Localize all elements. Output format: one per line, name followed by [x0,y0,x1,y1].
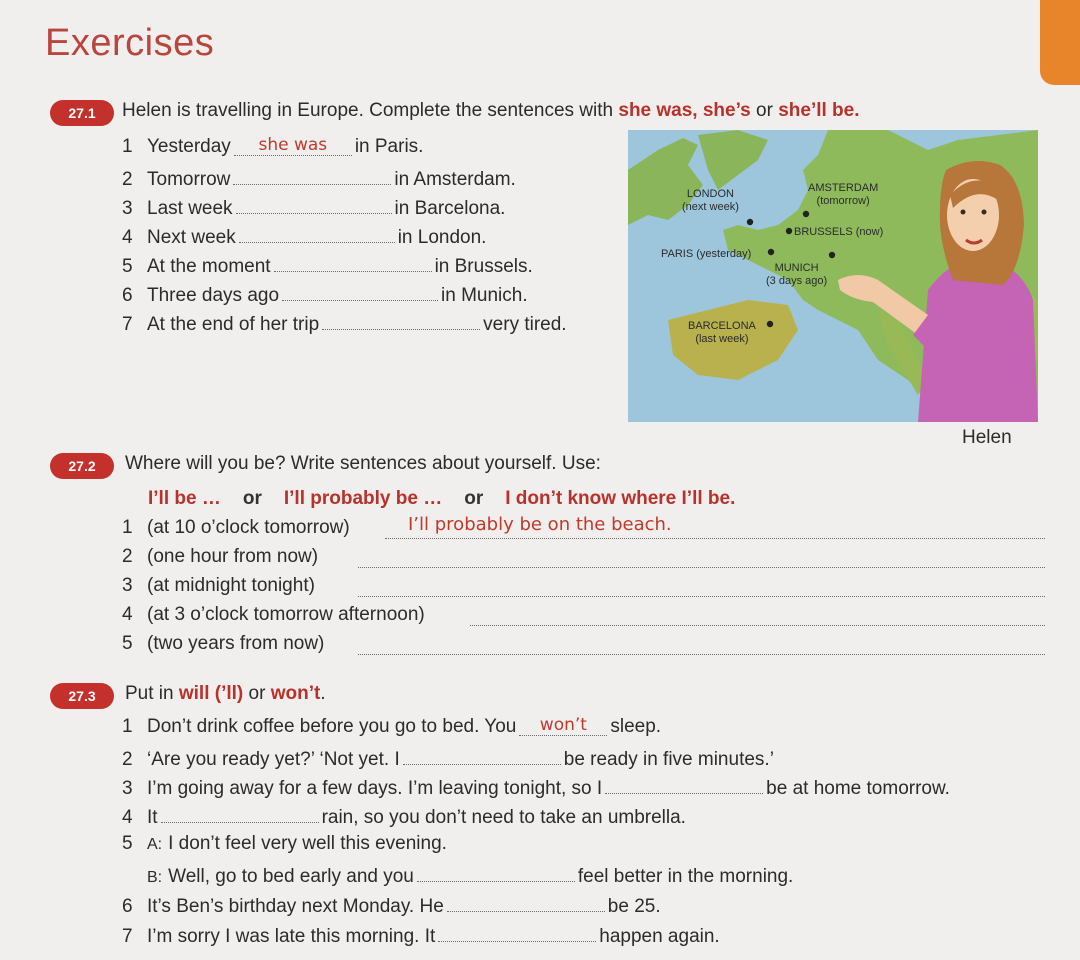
item-text: Tomorrow [147,169,231,190]
phrase-option: I’ll be … [148,488,221,509]
item-text: be at home tomorrow. [766,778,950,799]
instruction-or: or [243,683,271,704]
europe-map-illustration [628,130,1038,422]
item-text: (at 10 o’clock tomorrow) [147,517,350,538]
item-text: I’m sorry I was late this morning. It [147,926,436,947]
exercise-item [122,575,315,597]
item-text: in Barcelona. [394,198,506,219]
item-text: It [147,807,158,828]
item-text: in Brussels. [434,256,533,277]
item-text: happen again. [599,926,720,947]
item-text: rain, so you don’t need to take an umbrella. [321,807,686,828]
phrase-options [148,488,735,510]
answer-line[interactable] [358,653,1045,655]
exercise-item [122,136,423,158]
instruction-text: . [320,683,326,704]
item-text: Last week [147,198,233,219]
answer-blank[interactable] [161,803,319,823]
item-number: 2 [122,169,133,190]
item-number: 3 [122,198,133,219]
exercise-badge-27-1: 27.1 [50,100,114,126]
map-label-amsterdam: AMSTERDAM (tomorrow) [808,182,879,207]
item-number: 7 [122,926,133,947]
answer-blank[interactable] [274,252,432,272]
exercise-item [122,833,447,855]
item-text: (at midnight tonight) [147,575,315,596]
item-number: 4 [122,807,133,828]
item-text: Don’t drink coffee before you go to bed. You [147,716,517,737]
exercise-item [122,517,350,539]
answer-line[interactable] [470,624,1045,626]
answer-line[interactable] [385,537,1045,539]
instruction-highlight: she was, she’s [618,100,751,121]
item-number: 4 [122,227,133,248]
exercise-item [122,223,486,249]
exercise-item [122,281,528,307]
exercise-badge-27-3: 27.3 [50,683,114,709]
exercise-item [122,774,950,800]
answer-blank[interactable] [282,281,438,301]
exercise-instruction-27-3 [125,683,326,705]
answer-blank[interactable] [519,716,607,736]
answer-blank[interactable] [403,745,561,765]
item-text: in London. [397,227,487,248]
answer-blank[interactable] [605,774,763,794]
item-text: At the end of her trip [147,314,320,335]
answer-blank[interactable] [438,922,596,942]
dialogue-speaker: A: [147,836,163,853]
answer-blank[interactable] [417,862,575,882]
instruction-text: Helen is travelling in Europe. Complete the sentences with [122,100,619,121]
exercise-item [122,716,661,738]
item-number: 2 [122,546,133,567]
answer-line[interactable] [358,566,1045,568]
item-text: At the moment [147,256,271,277]
person-name-label: Helen [962,427,1012,448]
item-number: 7 [122,314,133,335]
exercise-item [122,546,318,568]
item-number: 3 [122,778,133,799]
item-text: (one hour from now) [147,546,319,567]
item-text: It’s Ben’s birthday next Monday. He [147,896,444,917]
exercise-item [122,745,774,771]
map-label-brussels: BRUSSELS (now) [794,226,884,238]
exercise-badge-27-2: 27.2 [50,453,114,479]
answer-blank[interactable] [322,310,480,330]
page-corner-tab [1040,0,1080,85]
map-label-paris: PARIS (yesterday) [661,248,752,260]
item-text: Three days ago [147,285,280,306]
answer-blank[interactable] [234,136,352,156]
item-number: 5 [122,256,133,277]
exercise-item [122,803,686,829]
exercise-item [122,892,661,918]
answer-text: won’t [539,715,587,735]
map-label-barcelona: BARCELONA (last week) [688,320,756,345]
answer-blank[interactable] [447,892,605,912]
exercise-item [122,252,533,278]
or-text: or [242,488,262,509]
item-number: 3 [122,575,133,596]
item-text: very tired. [483,314,567,335]
or-text: or [464,488,484,509]
map-label-london: LONDON (next week) [682,188,739,213]
exercise-instruction-27-1 [122,100,860,122]
exercise-instruction-27-2: Where will you be? Write sentences about yourself. Use: [125,453,601,474]
dialogue-speaker: B: [147,869,163,886]
item-number: 5 [122,833,133,854]
item-text: (two years from now) [147,633,325,654]
answer-blank[interactable] [239,223,395,243]
answer-blank[interactable] [233,165,391,185]
phrase-option: I’ll probably be … [283,488,443,509]
item-text: (at 3 o’clock tomorrow afternoon) [147,604,425,625]
answer-text: she was [258,135,328,155]
exercise-item [122,194,505,220]
item-text: in Munich. [441,285,528,306]
exercise-item [122,310,567,336]
item-text: be 25. [607,896,661,917]
item-number: 1 [122,517,133,538]
answer-blank[interactable] [236,194,392,214]
exercise-item [122,633,324,655]
item-text: sleep. [610,716,662,737]
item-text: I don’t feel very well this evening. [168,833,447,854]
item-number: 6 [122,285,133,306]
item-text: ‘Are you ready yet?’ ‘Not yet. I [147,749,400,770]
item-text: be ready in five minutes.’ [563,749,774,770]
instruction-or: or [750,100,779,121]
phrase-option: I don’t know where I’ll be. [505,488,736,509]
item-number: 1 [122,716,133,737]
item-text: Next week [147,227,236,248]
exercise-item [122,862,793,888]
exercise-item [122,922,720,948]
instruction-highlight: won’t [270,683,321,704]
item-number: 5 [122,633,133,654]
item-number: 6 [122,896,133,917]
item-number: 1 [122,136,133,157]
item-text: in Amsterdam. [394,169,516,190]
page-title: Exercises [45,22,215,64]
instruction-highlight: she’ll be. [778,100,860,121]
instruction-highlight: will (’ll) [178,683,244,704]
item-number: 4 [122,604,133,625]
instruction-text: Put in [125,683,179,704]
item-number: 2 [122,749,133,770]
exercise-item [122,604,425,626]
map-label-munich: MUNICH (3 days ago) [766,262,828,287]
item-text: I’m going away for a few days. I’m leaving tonight, so I [147,778,603,799]
item-text: Well, go to bed early and you [168,866,414,887]
item-text: feel better in the morning. [577,866,794,887]
answer-text: I’ll probably be on the beach. [408,514,672,535]
exercise-item [122,165,516,191]
item-text: Yesterday [147,136,231,157]
answer-line[interactable] [358,595,1045,597]
item-text: in Paris. [354,136,424,157]
